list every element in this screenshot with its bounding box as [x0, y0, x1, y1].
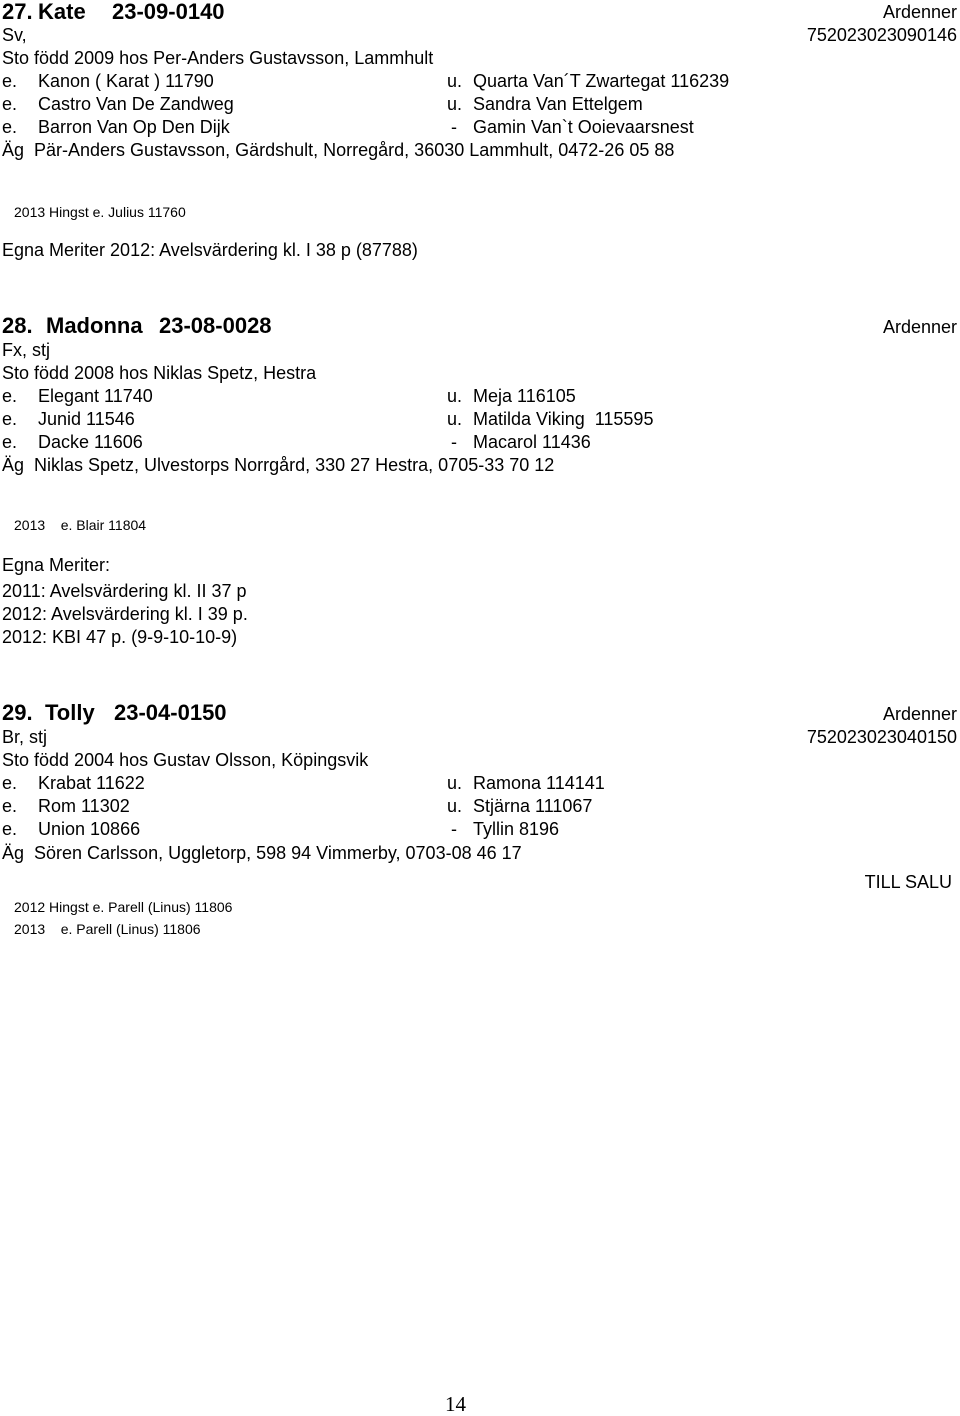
pedigree-prefix: e.: [2, 409, 18, 429]
pedigree-dam: Gamin Van`t Ooievaarsnest: [473, 117, 694, 137]
owner-info: Äg Sören Carlsson, Uggletorp, 598 94 Vimmerby, 0703-08 46 17: [2, 843, 522, 863]
birth-info: Sto född 2009 hos Per-Anders Gustavsson, Lammhult: [2, 48, 434, 68]
breed: Ardenner: [882, 2, 957, 22]
pedigree-prefix: u.: [447, 71, 463, 91]
pedigree-prefix: u.: [447, 773, 463, 793]
pedigree-sire: Dacke 11606: [38, 432, 143, 452]
pedigree-dam: Quarta Van´T Zwartegat 116239: [473, 71, 730, 91]
pedigree-dam: Sandra Van Ettelgem: [473, 94, 643, 114]
pedigree-prefix: e.: [2, 117, 18, 137]
color: Fx, stj: [2, 340, 50, 360]
offspring-line: 2013 e. Blair 11804: [14, 517, 147, 533]
pedigree-prefix: -: [451, 819, 457, 839]
pedigree-sire: Rom 11302: [38, 796, 130, 816]
pedigree-sire: Union 10866: [38, 819, 141, 839]
pedigree-prefix: u.: [447, 94, 463, 114]
pedigree-prefix: -: [451, 432, 457, 452]
pedigree-prefix: e.: [2, 432, 18, 452]
pedigree-prefix: e.: [2, 773, 18, 793]
offspring-line: 2012 Hingst e. Parell (Linus) 11806: [14, 899, 233, 915]
pedigree-prefix: u.: [447, 409, 463, 429]
pedigree-sire: Elegant 11740: [38, 386, 153, 406]
merits-line: Egna Meriter:: [2, 555, 111, 575]
entry-number: 27.: [2, 0, 33, 24]
chip-number: 752023023090146: [806, 25, 957, 45]
horse-name: Tolly: [45, 700, 95, 725]
pedigree-sire: Barron Van Op Den Dijk: [38, 117, 230, 137]
pedigree-dam: Stjärna 111067: [473, 796, 593, 816]
horse-name: Kate: [38, 0, 86, 24]
pedigree-dam: Tyllin 8196: [473, 819, 560, 839]
pedigree-dam: Matilda Viking 115595: [473, 409, 654, 429]
color: Br, stj: [2, 727, 48, 747]
pedigree-sire: Junid 11546: [38, 409, 135, 429]
pedigree-prefix: u.: [447, 386, 463, 406]
pedigree-prefix: e.: [2, 386, 18, 406]
offspring-line: 2013 e. Parell (Linus) 11806: [14, 921, 201, 937]
birth-info: Sto född 2004 hos Gustav Olsson, Köpingsvik: [2, 750, 369, 770]
pedigree-prefix: -: [451, 117, 457, 137]
pedigree-prefix: e.: [2, 94, 18, 114]
chip-number: 752023023040150: [806, 727, 957, 747]
registration-number: 23-04-0150: [114, 700, 227, 725]
for-sale-label: TILL SALU: [864, 872, 952, 892]
pedigree-dam: Ramona 114141: [473, 773, 605, 793]
color: Sv,: [2, 25, 27, 45]
pedigree-sire: Kanon ( Karat ) 11790: [38, 71, 214, 91]
breed: Ardenner: [882, 704, 957, 724]
registration-number: 23-08-0028: [159, 313, 272, 338]
pedigree-prefix: e.: [2, 819, 18, 839]
merits-line: 2012: Avelsvärdering kl. I 39 p.: [2, 604, 248, 624]
birth-info: Sto född 2008 hos Niklas Spetz, Hestra: [2, 363, 317, 383]
pedigree-prefix: u.: [447, 796, 463, 816]
breed: Ardenner: [882, 317, 957, 337]
owner-info: Äg Pär-Anders Gustavsson, Gärdshult, Norregård, 36030 Lammhult, 0472-26 05 88: [2, 140, 675, 160]
pedigree-dam: Meja 116105: [473, 386, 576, 406]
entry-number: 28.: [2, 313, 33, 338]
registration-number: 23-09-0140: [112, 0, 225, 24]
pedigree-prefix: e.: [2, 71, 18, 91]
pedigree-prefix: e.: [2, 796, 18, 816]
merits-line: 2011: Avelsvärdering kl. II 37 p: [2, 581, 247, 601]
pedigree-sire: Krabat 11622: [38, 773, 145, 793]
pedigree-dam: Macarol 11436: [473, 432, 591, 452]
merits-line: Egna Meriter 2012: Avelsvärdering kl. I 38 p (87788): [2, 240, 418, 260]
entry-number: 29.: [2, 700, 33, 725]
merits-line: 2012: KBI 47 p. (9-9-10-10-9): [2, 627, 238, 647]
pedigree-sire: Castro Van De Zandweg: [38, 94, 234, 114]
horse-name: Madonna: [46, 313, 143, 338]
owner-info: Äg Niklas Spetz, Ulvestorps Norrgård, 330 27 Hestra, 0705-33 70 12: [2, 455, 555, 475]
offspring-line: 2013 Hingst e. Julius 11760: [14, 204, 186, 220]
page-number: 14: [445, 1392, 466, 1416]
